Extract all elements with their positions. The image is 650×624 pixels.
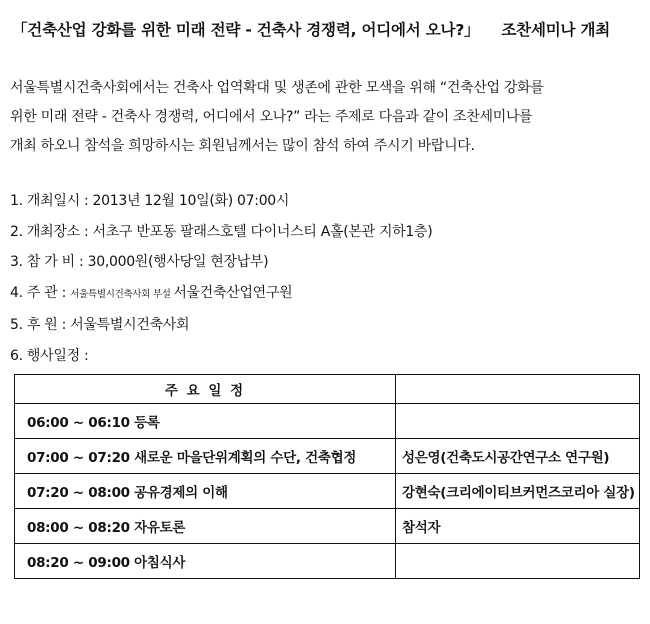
intro-line: 위한 미래 전략 - 건축사 경쟁력, 어디에서 오나?” 라는 주제로 다음과 같이 조찬세미나를 (10, 109, 533, 125)
schedule-item (15, 474, 396, 509)
event-info-list (10, 186, 640, 371)
schedule-item (15, 544, 396, 579)
intro-line: 서울특별시건축사회에서는 건축사 업역확대 및 생존에 관한 모색을 위해 “건축산업 강화를 (10, 80, 544, 96)
info-value: 2013년 12월 10일(화) 07:00시 (92, 193, 290, 209)
info-value: 30,000원(행사당일 현장납부) (87, 254, 269, 270)
info-item-date (10, 186, 640, 217)
schedule-event: 등록 (134, 415, 160, 431)
schedule-speaker: 참석자 (396, 509, 640, 544)
table-header-row (15, 375, 640, 404)
info-value: 서울특별시건축사회 (70, 317, 190, 333)
table-row (15, 439, 640, 474)
table-row (15, 474, 640, 509)
schedule-speaker: 성은영(건축도시공간연구소 연구원) (396, 439, 640, 474)
info-item-schedule (10, 341, 640, 372)
info-label: 4. 주 관 : (10, 284, 71, 301)
info-label: 6. 행사일정 : (10, 347, 89, 364)
intro-paragraph (10, 74, 640, 161)
info-label: 3. 참 가 비 : (10, 254, 88, 270)
schedule-header-empty (396, 375, 640, 404)
table-row (15, 544, 640, 579)
schedule-item (15, 404, 396, 439)
table-row (15, 404, 640, 439)
title-main: 「건축산업 강화를 위한 미래 전략 - 건축사 경쟁력, 어디에서 오나?」 (12, 21, 480, 39)
info-prefix: 서울특별시건축사회 부설 (70, 288, 174, 300)
schedule-item (15, 509, 396, 544)
schedule-event: 공유경제의 이해 (134, 485, 228, 501)
table-row (15, 509, 640, 544)
schedule-table (14, 374, 640, 579)
schedule-time: 08:20 ~ 09:00 (27, 555, 130, 571)
schedule-time: 08:00 ~ 08:20 (27, 520, 130, 536)
schedule-time: 07:00 ~ 07:20 (27, 450, 130, 466)
schedule-time: 06:00 ~ 06:10 (27, 415, 130, 431)
info-item-sponsor (10, 310, 640, 341)
info-value: 서울건축산업연구원 (173, 284, 293, 301)
info-item-venue (10, 217, 640, 248)
info-label: 1. 개최일시 : (10, 193, 93, 209)
info-item-fee (10, 247, 640, 278)
schedule-speaker (396, 404, 640, 439)
info-item-host (10, 278, 640, 311)
page-title (12, 18, 642, 40)
title-tail: 조찬세미나 개최 (501, 21, 611, 39)
info-label: 2. 개최장소 : (10, 223, 93, 240)
schedule-header: 주 요 일 정 (15, 375, 396, 404)
intro-line: 개최 하오니 참석을 희망하시는 회원님께서는 많이 참석 하여 주시기 바랍니다. (10, 138, 475, 154)
schedule-speaker (396, 544, 640, 579)
schedule-event: 새로운 마을단위계획의 수단, 건축협정 (134, 450, 357, 466)
info-label: 5. 후 원 : (10, 317, 71, 333)
schedule-event: 자유토론 (134, 520, 186, 536)
schedule-time: 07:20 ~ 08:00 (27, 485, 130, 501)
schedule-event: 아침식사 (134, 555, 186, 571)
info-value: 서초구 반포동 팔래스호텔 다이너스티 A홀(본관 지하1층) (92, 223, 433, 240)
schedule-speaker: 강현숙(크리에이티브커먼즈코리아 실장) (396, 474, 640, 509)
schedule-item (15, 439, 396, 474)
